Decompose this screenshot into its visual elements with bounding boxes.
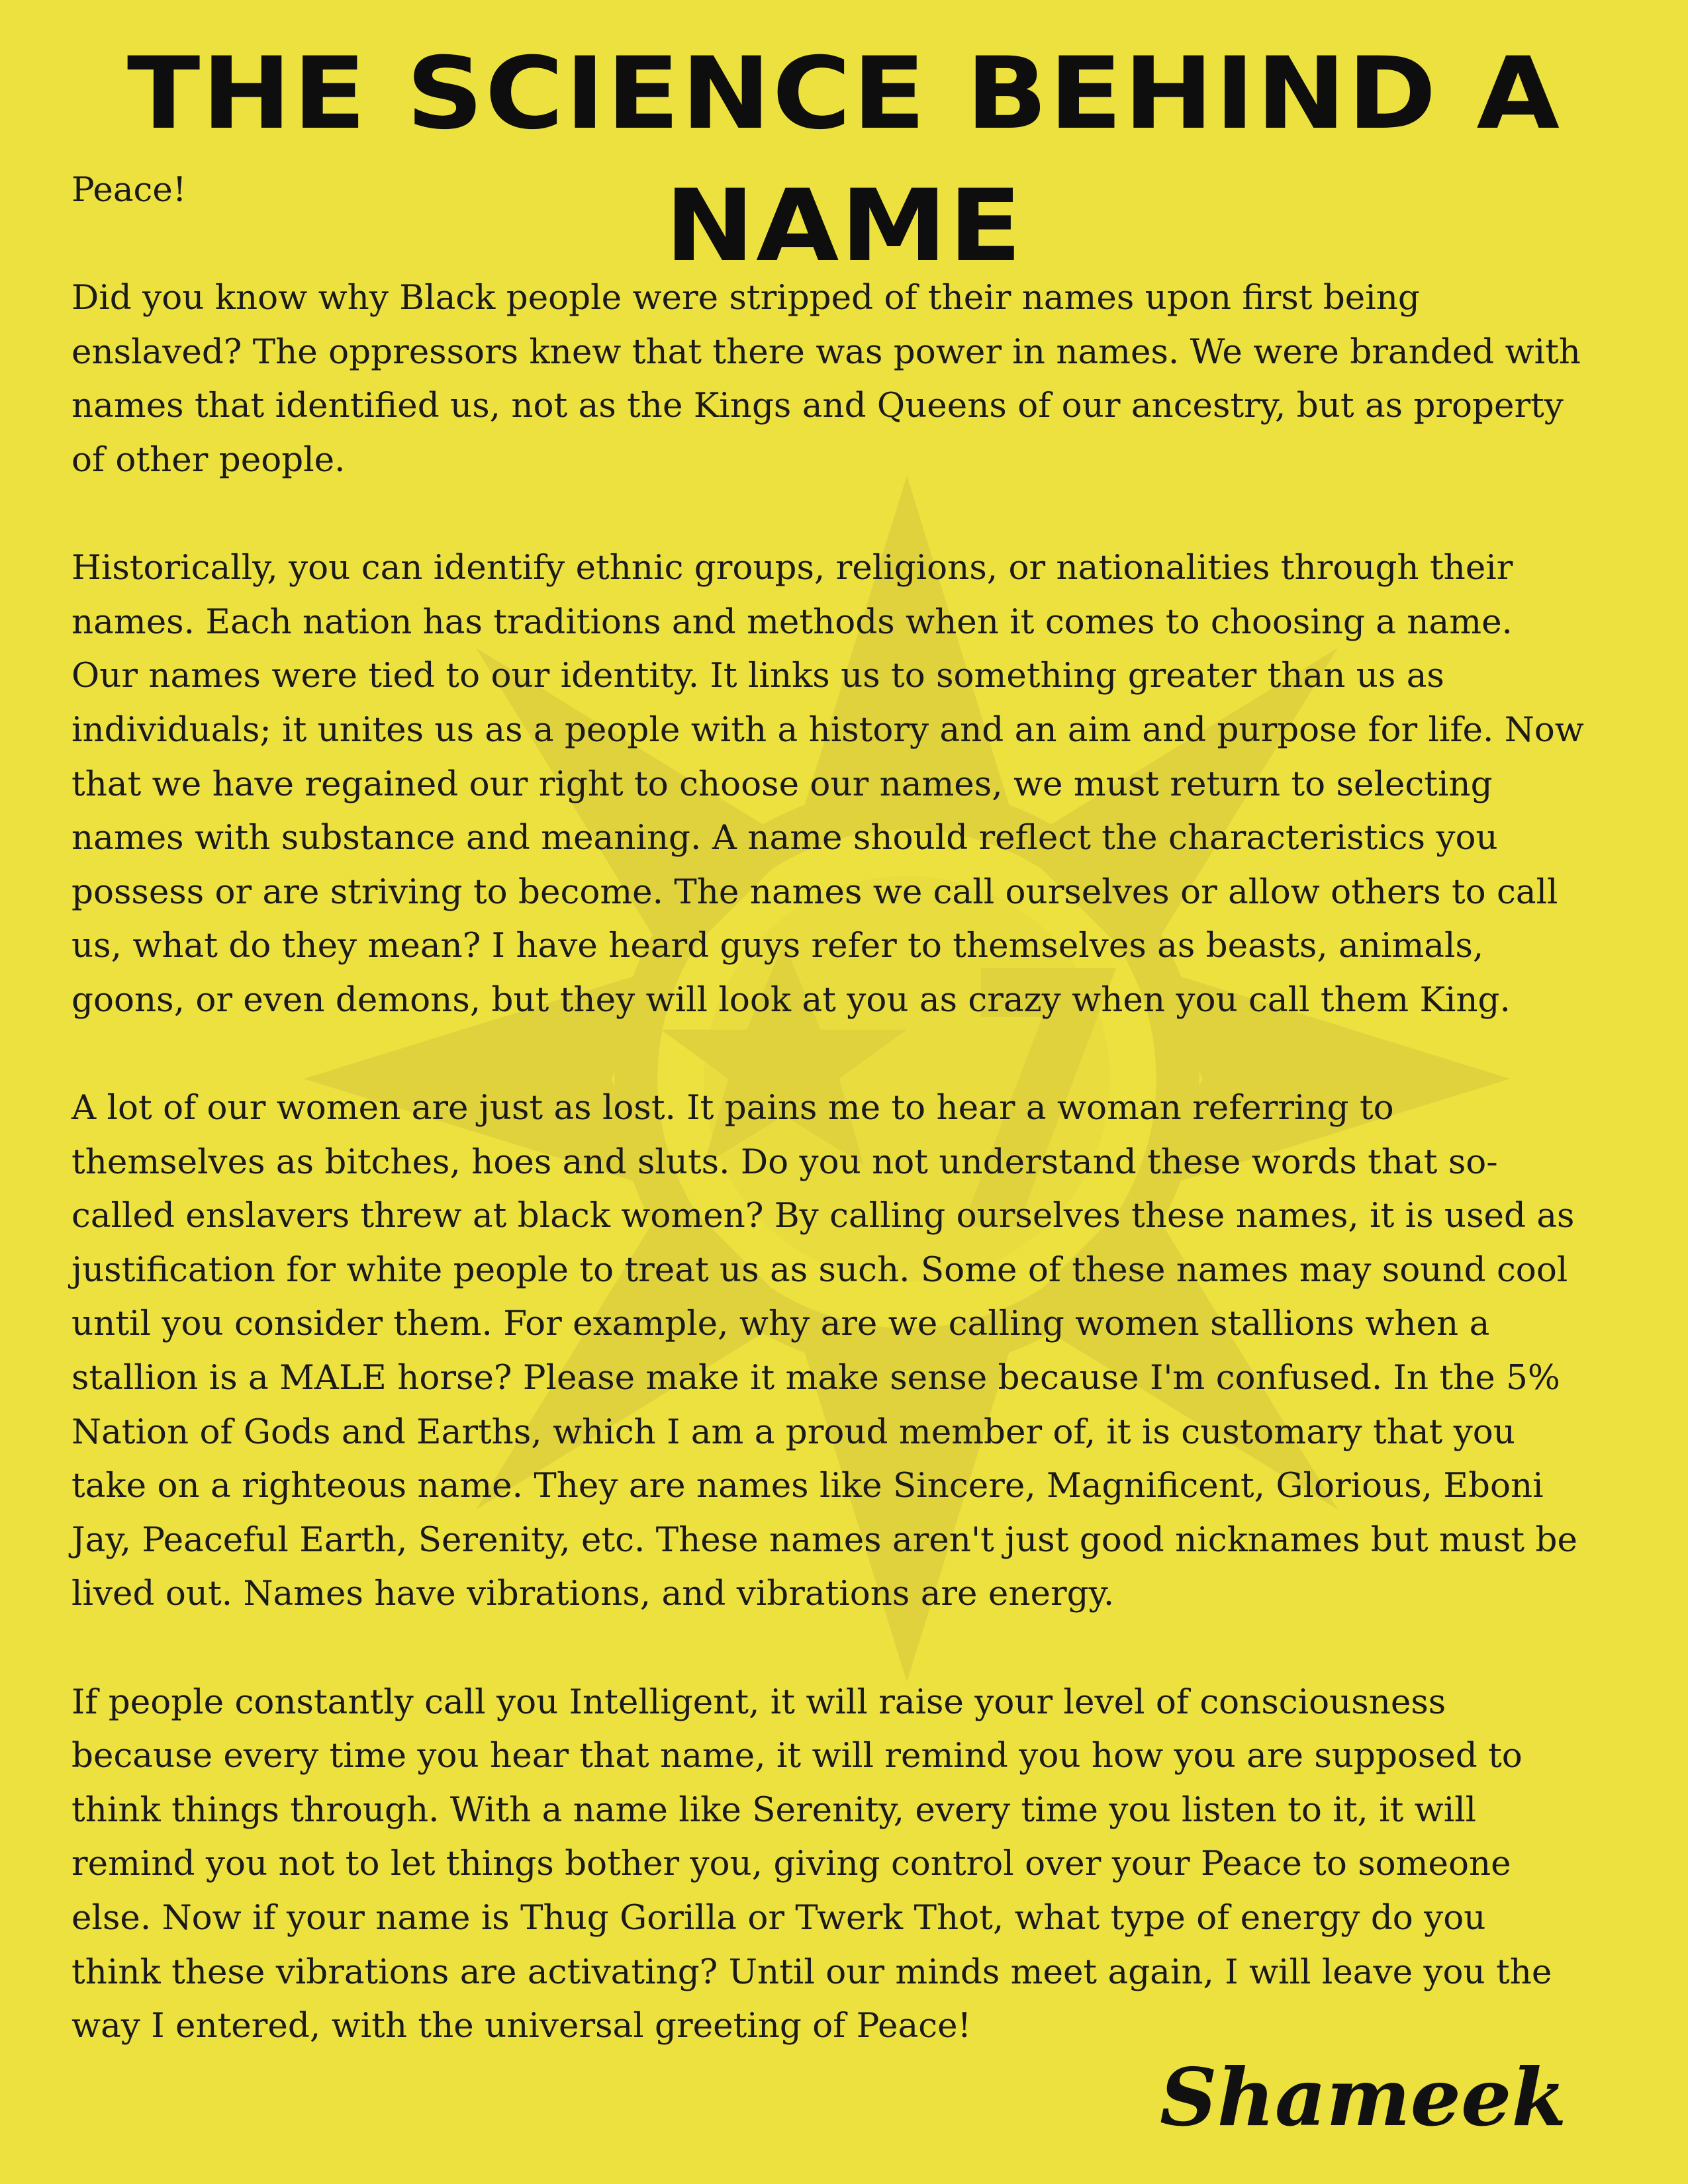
page-title: THE SCIENCE BEHIND A NAME: [126, 36, 1562, 284]
body-paragraph: Did you know why Black people were stripped of their names upon first being enslaved? The oppressors knew that there was power in names. We were branded with names that identified us, not as the Kings and Queens of our ancestry, but as property of other people.: [71, 278, 1581, 480]
body-paragraph: Historically, you can identify ethnic groups, religions, or nationalities through their names. Each nation has traditions and methods when it comes to choosing a name. Our names were tied to our identity. It links us to something greater than us as individuals; it unites us as a people with a history and an aim and purpose for life. Now that we have regained our right to choose our names, we must return to selecting names with substance and meaning. A name should reflect the characteristics you possess or are striving to become. The names we call ourselves or allow others to call us, what do they mean? I have heard guys refer to themselves as beasts, animals, goons, or even demons, but they will look at you as crazy when you call them King.: [71, 548, 1584, 1020]
body-paragraph: If people constantly call you Intelligent, it will raise your level of consciousness because every time you hear that name, it will remind you how you are supposed to think things through. With a name like Serenity, every time you listen to it, it will remind you not to let things bother you, giving control over your Peace to someone else. Now if your name is Thug Gorilla or Twerk Thot, what type of energy do you think these vibrations are activating? Until our minds meet again, I will leave you the way I entered, with the universal greeting of Peace!: [71, 1682, 1552, 2046]
body-paragraph: A lot of our women are just as lost. It pains me to hear a woman referring to themselves as bitches, hoes and sluts. Do you not understand these words that so- called enslavers threw at black women? By calling ourselves these names, it is used as justification for white people to treat us as such. Some of these names may sound cool until you consider them. For example, why are we calling women stallions when a stallion is a MALE horse? Please make it make sense because I'm confused. In the 5% Nation of Gods and Earths, which I am a proud member of, it is customary that you take on a righteous name. They are names like Sincere, Magnificent, Glorious, Eboni Jay, Peaceful Earth, Serenity, etc. These names aren't just good nicknames but must be lived out. Names have vibrations, and vibrations are energy.: [71, 1088, 1577, 1614]
article-body: [71, 163, 1614, 2054]
author-signature: Shameek: [1160, 2051, 1567, 2144]
greeting-paragraph: Peace!: [71, 170, 187, 210]
